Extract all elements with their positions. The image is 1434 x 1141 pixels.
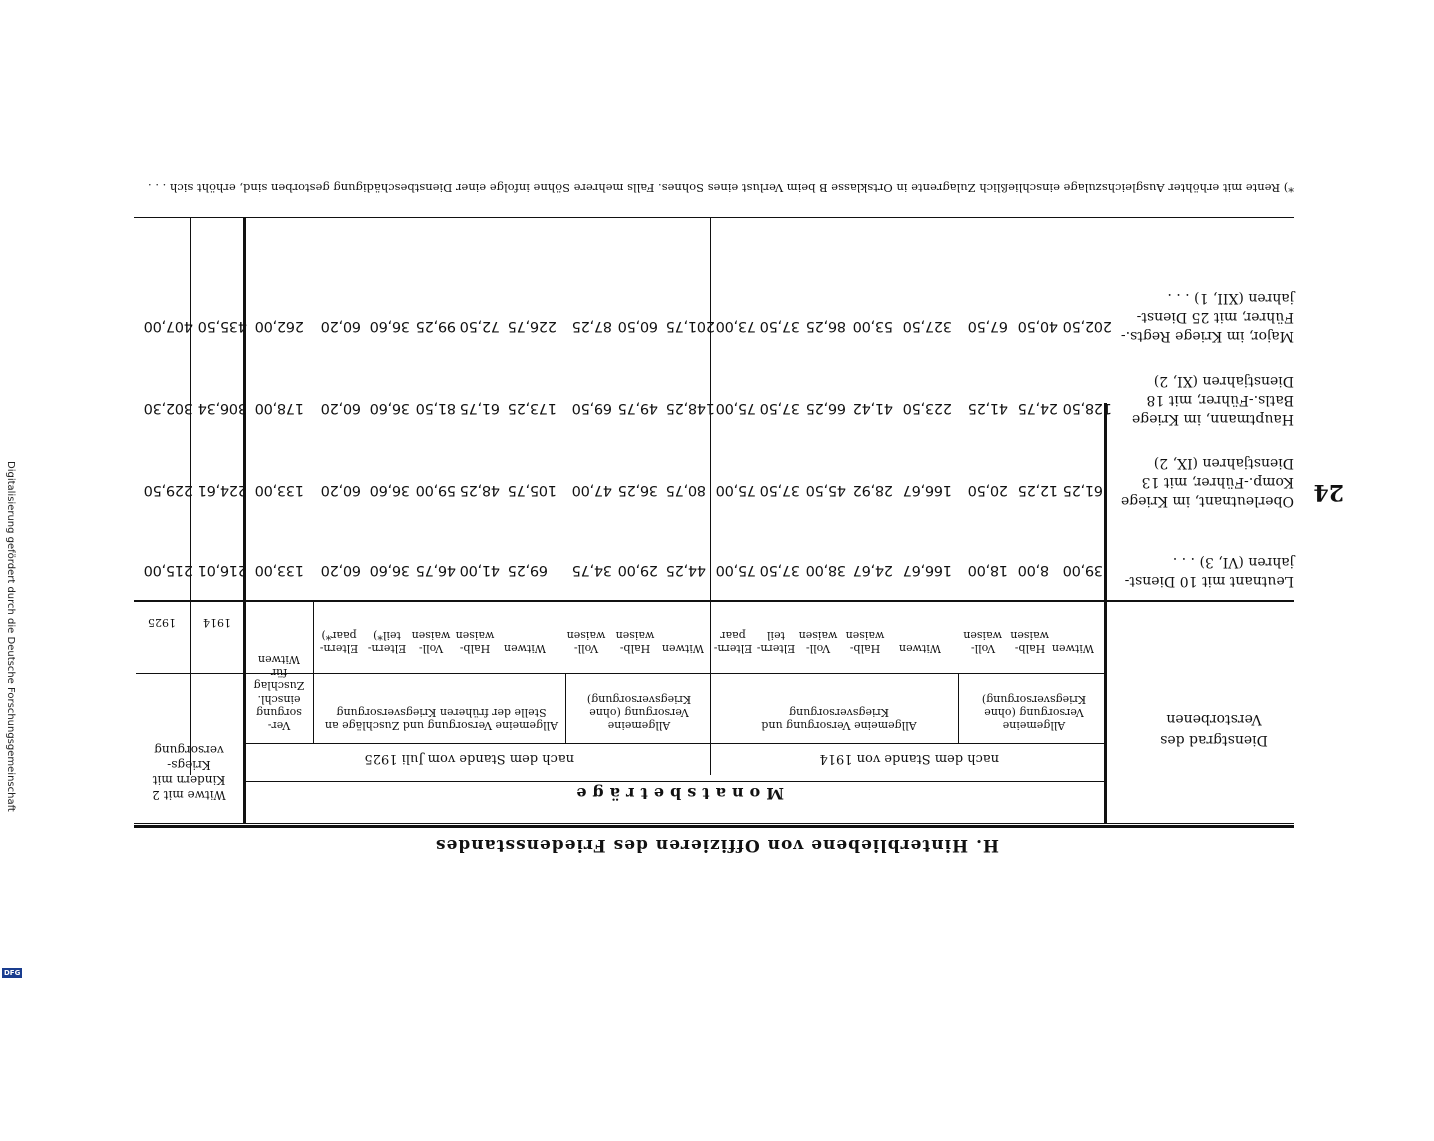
table-cell: 105,75 (508, 482, 557, 498)
table-cell: 40,50 (1018, 318, 1059, 334)
table-cell: 39,00 (1063, 562, 1104, 578)
col-head-10: Halb-waisen (615, 629, 655, 655)
table-cell: 302,30 (144, 400, 193, 416)
footnote-rule (134, 217, 1294, 218)
group-heading-3: Allgemeine Versorgung (ohne Kriegsversorgung) (586, 692, 692, 732)
table-cell: 80,75 (666, 482, 707, 498)
table-cell: 44,25 (666, 562, 707, 578)
table-cell: 73,00 (716, 318, 757, 334)
table-cell: 75,00 (716, 482, 757, 498)
table-cell: 215,00 (144, 562, 193, 578)
group-divider-c (313, 602, 314, 744)
dienstgrad-heading: Dienstgrad des Verstorbenen (1160, 711, 1268, 748)
table-cell: 36,25 (618, 482, 659, 498)
col-head-1: Witwen (1051, 642, 1094, 655)
group-divider-a (958, 674, 959, 744)
group-heading-5: Ver-sorgung einschl. Zuschlag für Witwen (253, 653, 305, 732)
group-divider-b (565, 674, 566, 744)
table-cell: 36,60 (370, 318, 411, 334)
witwe-divider (243, 218, 246, 823)
table-cell: 60,20 (321, 318, 362, 334)
table-cell: 60,20 (321, 400, 362, 416)
row-label-leutnant: Leutnant mit 10 Dienst-jahren (VI, 3) . . . (1124, 554, 1294, 589)
table-cell: 28,92 (853, 482, 894, 498)
table-cell: 8,00 (1018, 562, 1050, 578)
header-bottom-rule (134, 600, 1294, 602)
table-cell: 47,00 (572, 482, 613, 498)
table-cell: 202,50 (1063, 318, 1112, 334)
table-cell: 38,00 (806, 562, 847, 578)
table-cell: 201,75 (666, 318, 715, 334)
col-head-1925: 1925 (148, 616, 176, 629)
table-cell: 81,50 (416, 400, 457, 416)
table-cell: 178,00 (255, 400, 304, 416)
table-cell: 99,25 (416, 318, 457, 334)
table-cell: 37,50 (760, 318, 801, 334)
table-cell: 166,67 (903, 482, 952, 498)
table-cell: 66,25 (806, 400, 847, 416)
group-heading-2: Allgemeine Versorgung und Kriegsversorgung (761, 705, 917, 732)
table-cell: 60,20 (321, 482, 362, 498)
row-label-hauptmann: Hauptmann, im Kriege Batls.-Führer, mit 18 Dienstjahren (XI, 2) (1131, 373, 1294, 427)
table-cell: 37,50 (760, 400, 801, 416)
col-head-16: Eltern-paar*) (319, 629, 359, 655)
page-title: H. Hinterbliebene von Offizieren des Friedensstandes (434, 835, 1000, 855)
table-cell: 435,50 (198, 318, 247, 334)
stand-1925-heading: nach dem Stande vom Juli 1925 (364, 751, 574, 766)
table-cell: 148,25 (666, 400, 715, 416)
table-cell: 20,50 (968, 482, 1009, 498)
table-cell: 37,50 (760, 562, 801, 578)
table-cell: 24,67 (853, 562, 894, 578)
table-cell: 262,00 (255, 318, 304, 334)
col-head-1914: 1914 (203, 616, 231, 629)
table-cell: 41,25 (968, 400, 1009, 416)
table-cell: 37,50 (760, 482, 801, 498)
col-head-14: Voll-waisen (411, 629, 451, 655)
col-head-15: Eltern-teil*) (367, 629, 407, 655)
table-cell: 24,75 (1018, 400, 1059, 416)
table-cell: 223,50 (903, 400, 952, 416)
table-cell: 69,25 (508, 562, 549, 578)
table-cell: 226,75 (508, 318, 557, 334)
table-cell: 59,00 (416, 482, 457, 498)
col-head-3: Voll-waisen (963, 629, 1002, 655)
col-head-11: Voll-waisen (566, 629, 606, 655)
table-cell: 34,75 (572, 562, 613, 578)
table-cell: 29,00 (618, 562, 659, 578)
table-cell: 133,00 (255, 562, 304, 578)
table-cell: 327,50 (903, 318, 952, 334)
table-cell: 41,42 (853, 400, 894, 416)
monatsbetraege-heading: Monatsbeträge (570, 784, 784, 803)
col-head-13: Halb-waisen (455, 629, 495, 655)
group-heading-4: Allgemeine Versorgung und Zuschläge an Stelle der früheren Kriegsversorgung (324, 705, 559, 732)
col-head-9: Witwen (661, 642, 704, 655)
table-cell: 75,00 (716, 562, 757, 578)
col-head-4: Witwen (898, 642, 942, 655)
page-number: 24 (1313, 479, 1344, 505)
table-cell: 12,25 (1018, 482, 1059, 498)
table-cell: 407,00 (144, 318, 193, 334)
table-cell: 72,50 (460, 318, 501, 334)
table-cell: 229,50 (144, 482, 193, 498)
table-cell: 61,75 (460, 400, 501, 416)
table-cell: 60,20 (321, 562, 362, 578)
table-cell: 86,25 (806, 318, 847, 334)
table-cell: 75,00 (716, 400, 757, 416)
col-head-12: Witwen (503, 642, 547, 655)
table-cell: 41,00 (460, 562, 501, 578)
table-cell: 216,01 (198, 562, 247, 578)
top-rule (134, 825, 1294, 828)
table-cell: 173,25 (508, 400, 557, 416)
table-cell: 306,34 (198, 400, 247, 416)
table-cell: 69,50 (572, 400, 613, 416)
digitization-credit: Digitalisierung gefördert durch die Deutsche Forschungsgemeinschaft (5, 461, 16, 812)
col-head-5: Halb-waisen (845, 629, 885, 655)
table-cell: 224,61 (198, 482, 247, 498)
row-label-major: Major, im Kriege Regts.-Führer, mit 25 Dienst-jahren (XII, 1) . . . (1120, 290, 1294, 344)
row-label-oberleutnant: Oberleutnant, im Kriege Komp.-Führer, mit 13 Dienstjahren (IX, 2) (1120, 455, 1294, 509)
table-cell: 18,00 (968, 562, 1009, 578)
table-cell: 128,50 (1063, 400, 1112, 416)
table-cell: 49,75 (618, 400, 659, 416)
table-cell: 87,25 (572, 318, 613, 334)
col-head-7: Eltern-teil (756, 629, 796, 655)
header-rule-1 (246, 781, 1107, 782)
table-cell: 61,25 (1063, 482, 1104, 498)
col-head-2: Halb-waisen (1010, 629, 1049, 655)
table-cell: 48,25 (460, 482, 501, 498)
footnote: *) Rente mit erhöhter Ausgleichszulage einschließlich Zulagrente in Ortsklasse B beim Verlust eines Sohnes. Falls mehrere Söhne infolge einer Dienstbeschädigung gestorben sind, erhöht sich . . . (148, 181, 1294, 195)
table-cell: 133,00 (255, 482, 304, 498)
group-heading-1: Allgemeine Versorgung (ohne Kriegsversorgung) (981, 692, 1087, 732)
col-head-8: Eltern-paar (713, 629, 753, 655)
dfg-logo: DFG (4, 969, 21, 977)
table-cell: 36,60 (370, 562, 411, 578)
table-cell: 46,75 (416, 562, 457, 578)
top-rule-thin (134, 823, 1294, 824)
witwe-heading: Witwe mit 2 Kindern mit Kriegs-versorgung (152, 743, 226, 802)
table-cell: 67,50 (968, 318, 1009, 334)
table-cell: 45,50 (806, 482, 847, 498)
stand-1914-heading: nach dem Stande von 1914 (819, 751, 999, 766)
table-cell: 166,67 (903, 562, 952, 578)
table-cell: 36,60 (370, 482, 411, 498)
table-cell: 60,50 (618, 318, 659, 334)
col-head-6: Voll-waisen (798, 629, 838, 655)
header-rule-2 (246, 743, 1107, 744)
table-cell: 36,60 (370, 400, 411, 416)
table-cell: 53,00 (853, 318, 894, 334)
